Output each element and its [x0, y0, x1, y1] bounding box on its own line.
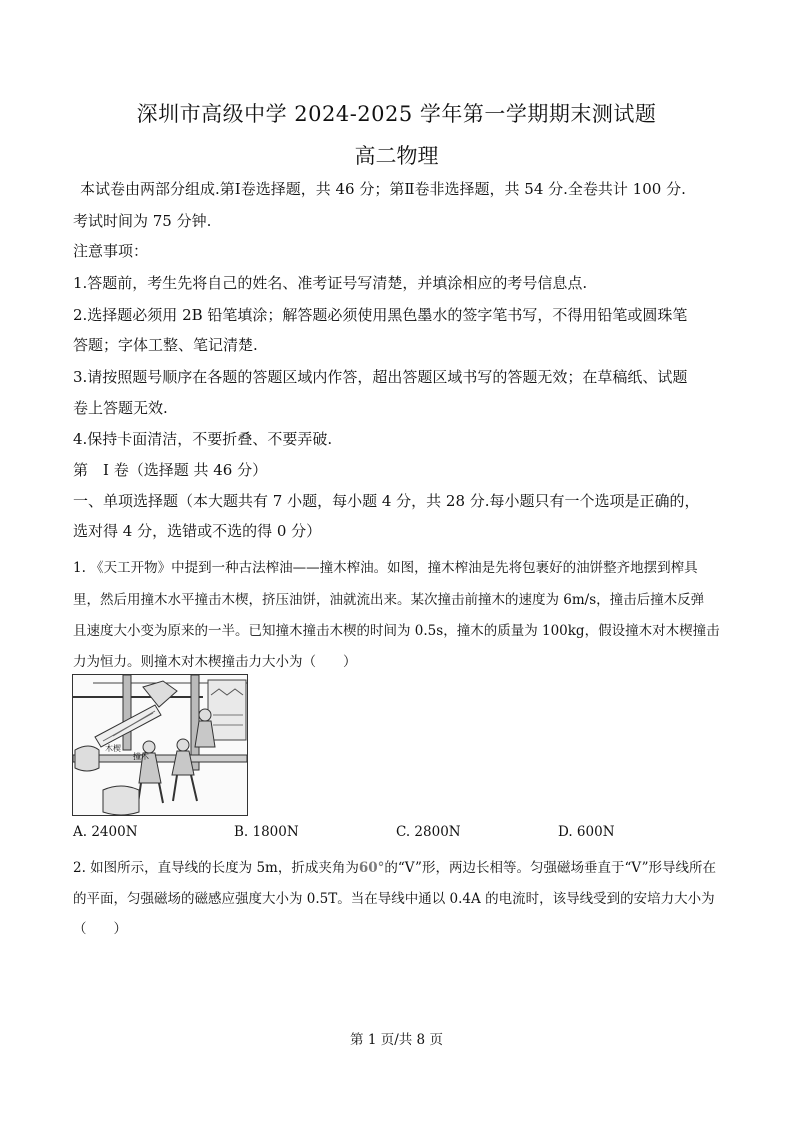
oil-press-drawing [73, 675, 247, 815]
wedge-label: 木楔 [105, 744, 121, 753]
section-heading: 第 Ⅰ 卷（选择题 共 46 分） [73, 461, 268, 479]
q2-line-1-start: 2. 如图所示，直导线的长度为 5m，折成夹角为 [73, 860, 359, 876]
q2-line-1-end: 的“V”形，两边长相等。匀强磁场垂直于“V”形导线所在 [384, 860, 716, 876]
part-heading-line-1: 一、单项选择题（本大题共有 7 小题，每小题 4 分，共 28 分.每小题只有一个选项是正确的， [73, 492, 700, 510]
q1-option-d: D. 600N [558, 824, 615, 840]
exam-title: 深圳市高级中学 2024-2025 学年第一学期期末测试题 [136, 102, 657, 126]
q1-line-2: 里，然后用撞木水平撞击木楔，挤压油饼，油就流出来。某次撞击前撞木的速度为 6m/s，撞击后撞木反弹 [73, 592, 705, 608]
q1-option-a: A. 2400N [73, 824, 138, 840]
page-footer: 第 1 页/共 8 页 [350, 1032, 443, 1048]
ram-label: 撞木 [133, 752, 149, 761]
q1-line-1: 1. 《天工开物》中提到一种古法榨油——撞木榨油。如图，撞木榨油是先将包裹好的油饼整齐地摆到榨具 [73, 560, 698, 576]
note-item-3: 3.请按照题号顺序在各题的答题区域内作答，超出答题区域书写的答题无效；在草稿纸、试题 [73, 368, 688, 386]
q2-line-3: （ ） [73, 921, 127, 937]
intro-line-1: 本试卷由两部分组成.第Ⅰ卷选择题，共 46 分；第Ⅱ卷非选择题，共 54 分.全卷共计 100 分. [80, 180, 686, 198]
intro-line-2: 考试时间为 75 分钟. [73, 212, 212, 230]
note-item-2-cont: 答题；字体工整、笔记清楚. [73, 336, 258, 354]
note-item-3-cont: 卷上答题无效. [73, 399, 168, 417]
q2-line-1 [73, 856, 723, 876]
note-item-1: 1.答题前，考生先将自己的姓名、准考证号写清楚，并填涂相应的考号信息点. [73, 274, 588, 292]
notes-heading: 注意事项： [73, 242, 149, 260]
q1-option-b: B. 1800N [234, 824, 299, 840]
note-item-2: 2.选择题必须用 2B 铅笔填涂；解答题必须使用黑色墨水的签字笔书写，不得用铅笔或圆珠笔 [73, 306, 688, 324]
note-item-4: 4.保持卡面清洁，不要折叠、不要弄破. [73, 430, 333, 448]
q2-angle: 60° [358, 860, 385, 876]
part-heading-line-2: 选对得 4 分，选错或不选的得 0 分） [73, 522, 322, 540]
exam-subtitle: 高二物理 [354, 144, 439, 168]
oil-press-illustration [72, 674, 248, 816]
q1-line-4: 力为恒力。则撞木对木楔撞击力大小为（ ） [73, 654, 357, 670]
q1-line-3: 且速度大小变为原来的一半。已知撞木撞击木楔的时间为 0.5s，撞木的质量为 100kg，假设撞木对木楔撞击 [73, 623, 720, 639]
q2-line-2: 的平面，匀强磁场的磁感应强度大小为 0.5T。当在导线中通以 0.4A 的电流时，该导线受到的安培力大小为 [73, 891, 715, 907]
q1-option-c: C. 2800N [396, 824, 461, 840]
